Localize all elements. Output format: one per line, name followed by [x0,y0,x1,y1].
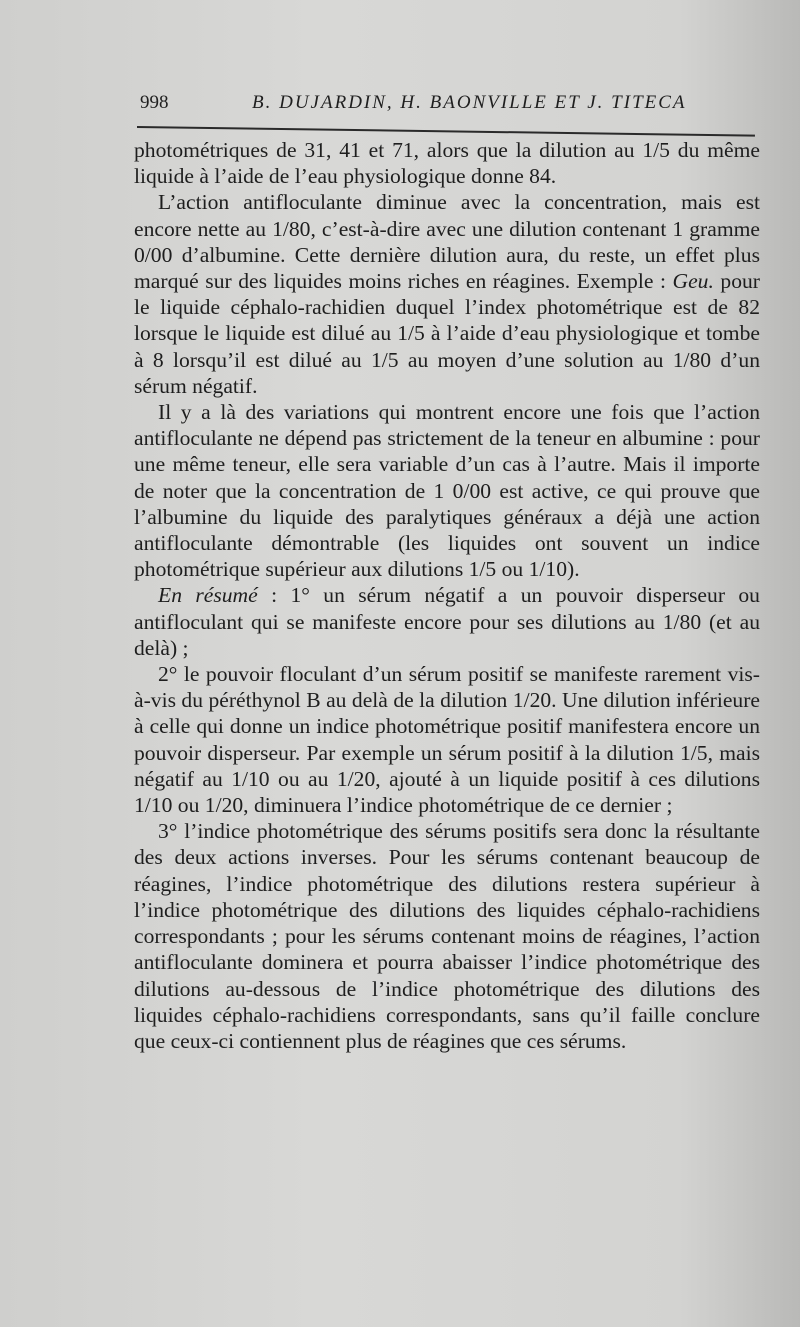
header-rule [137,126,755,137]
paragraph-6 [134,818,760,1054]
paragraph-3 [134,399,760,582]
paragraph-2-text: L’action antifloculante diminue avec la concentration, mais est encore nette au 1/80, c’est-à-dire avec une dilution contenant 1 gramme 0/00 d’albumine. Cette dernière dilution aura, du reste, un effet plus marqué sur des liquides moins riches en réagines. Exemple : [134,190,760,294]
paragraph-2-text-after: pour le liquide céphalo-rachidien duquel l’index photométrique est de 82 lorsque le liquide est dilué au 1/5 à l’aide d’eau physiologique et tombe à 8 lorsqu’il est dilué au 1/5 au moyen d’une solution au 1/80 d’un sérum négatif. [134,269,760,398]
page-header [140,92,760,118]
running-head: B. DUJARDIN, H. BAONVILLE ET J. TITECA [252,92,687,113]
paragraph-2 [134,189,760,399]
paragraph-3-text: Il y a là des variations qui montrent encore une fois que l’action antifloculante ne dépend pas strictement de la teneur en albumine : pour une même teneur, elle sera variable d’un cas à l’autre. Mais il importe de noter que la concentration de 1 0/00 est active, ce qui prouve que l’albumine du liquide des paralytiques généraux a déjà une action antifloculante démontrable (les liquides ont souvent un indice photométrique supérieur aux dilutions 1/5 ou 1/10). [134,400,760,582]
paragraph-5 [134,661,760,818]
paragraph-1 [134,137,760,189]
paragraph-4-italic: En résumé [158,583,258,608]
paragraph-2-italic: Geu. [672,269,714,294]
paragraph-4 [134,582,760,661]
paragraph-4-text-after: : 1° un sérum négatif a un pouvoir disperseur ou antifloculant qui se manifeste encore pour ses dilutions au 1/80 (et au delà) ; [134,583,760,660]
body-text [134,137,760,1054]
paragraph-6-text: 3° l’indice photométrique des sérums positifs sera donc la résultante des deux actions inverses. Pour les sérums contenant beaucoup de réagines, l’indice photométrique des dilutions restera supérieur à l’indice photométrique des dilutions des liquides céphalo-rachidiens correspondants ; pour les sérums contenant moins de réagines, l’action antifloculante dominera et pourra abaisser l’indice photométrique des dilutions au-dessous de l’indice photométrique des dilutions des liquides céphalo-rachidiens correspondants, sans qu’il faille conclure que ceux-ci contiennent plus de réagines que ces sérums. [134,819,760,1053]
page-number: 998 [140,92,169,113]
paragraph-1-text: photométriques de 31, 41 et 71, alors que la dilution au 1/5 du même liquide à l’aide de l’eau physiologique donne 84. [134,138,760,189]
paragraph-5-text: 2° le pouvoir floculant d’un sérum positif se manifeste rarement vis-à-vis du péréthynol B au delà de la dilution 1/20. Une dilution inférieure à celle qui donne un indice photométrique positif manifestera encore un pouvoir disperseur. Par exemple un sérum positif à la dilution 1/5, mais négatif au 1/10 ou au 1/20, ajouté à un liquide positif à ces dilutions 1/10 ou 1/20, diminuera l’indice photométrique de ce dernier ; [134,662,760,818]
